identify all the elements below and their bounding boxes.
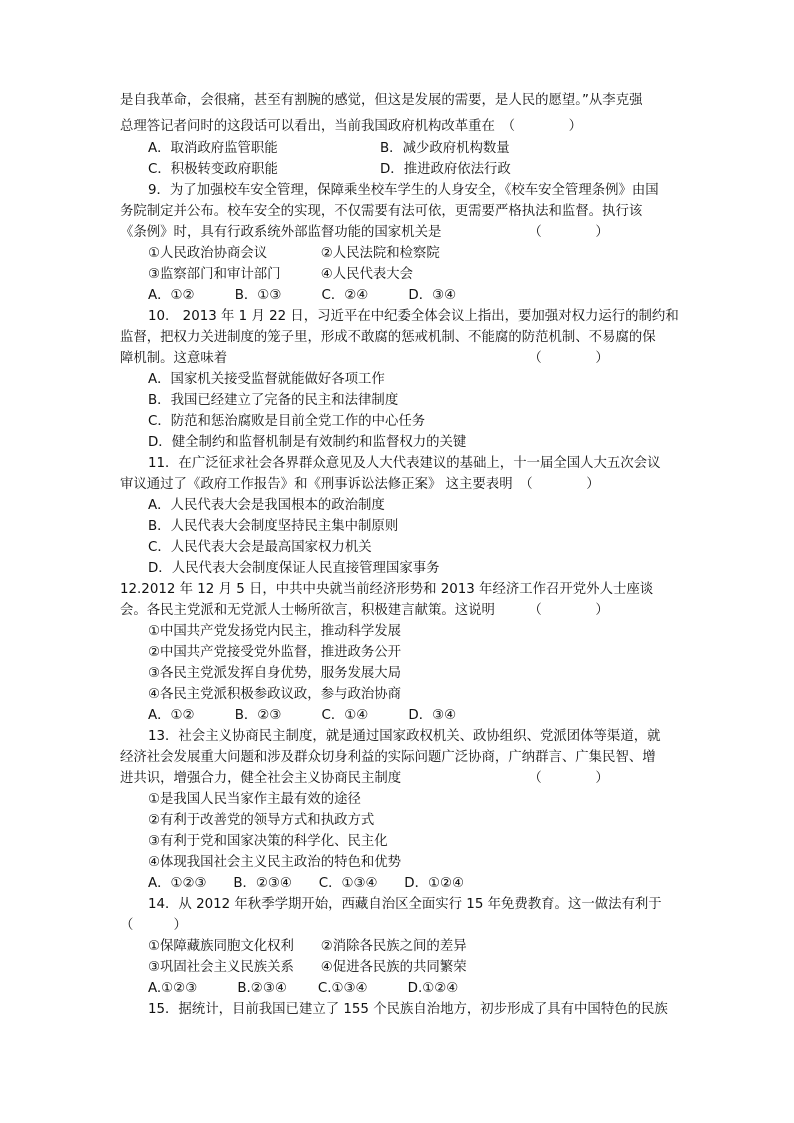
option-d: D．推进政府依法行政 [380, 162, 511, 177]
question-10: 10. 2013 年 1 月 22 日，习近平在中纪委全体会议上指出，要加强对权力运行的制约和 [148, 309, 679, 324]
option-c: C．人民代表大会是最高国家权力机关 [148, 540, 372, 555]
answer-options: A．①②③ B．②③④ C．①③④ D．①②④ [148, 876, 464, 891]
text-line: 会。各民主党派和无党派人士畅所欲言，积极建言献策。这说明 （ ） [120, 603, 609, 618]
text-line: 进共识，增强合力，健全社会主义协商民主制度 （ ） [120, 771, 609, 786]
choice-line: ③各民主党派发挥自身优势，服务发展大局 [148, 666, 402, 681]
option-c: C．积极转变政府职能 [148, 162, 278, 177]
option-d: D．健全制约和监督机制是有效制约和监督权力的关键 [148, 435, 467, 450]
text-line: 经济社会发展重大问题和涉及群众切身利益的实际问题广泛协商，广纳群言、广集民智、增 [120, 750, 656, 765]
choice-line: ③巩固社会主义民族关系 ④促进各民族的共同繁荣 [148, 960, 467, 975]
question-13: 13．社会主义协商民主制度，就是通过国家政权机关、政协组织、党派团体等渠道，就 [148, 729, 661, 744]
text-line: 监督，把权力关进制度的笼子里，形成不敢腐的惩戒机制、不能腐的防范机制、不易腐的保 [120, 330, 656, 345]
choice-line: ①人民政治协商会议 ②人民法院和检察院 [148, 246, 440, 261]
question-14: 14．从 2012 年秋季学期开始，西藏自治区全面实行 15 年免费教育。这一做法有利于 [148, 897, 662, 912]
text-line: 审议通过了《政府工作报告》和《刑事诉讼法修正案》 这主要表明 （ ） [120, 477, 600, 492]
question-15: 15．据统计，目前我国已建立了 155 个民族自治地方，初步形成了具有中国特色的民族 [148, 1002, 668, 1017]
option-a: A．人民代表大会是我国根本的政治制度 [148, 498, 385, 513]
answer-options: A．①② B．①③ C．②④ D．③④ [148, 288, 457, 303]
choice-line: ①中国共产党发扬党内民主，推动科学发展 [148, 624, 402, 639]
text-line: 务院制定并公布。校车安全的实现，不仅需要有法可依，更需要严格执法和监督。执行该 [120, 204, 643, 219]
question-9: 9．为了加强校车安全管理，保障乘坐校车学生的人身安全，《校车安全管理条例》由国 [148, 183, 659, 198]
option-b: B．我国已经建立了完备的民主和法律制度 [148, 393, 399, 408]
text-line: 是自我革命，会很痛，甚至有割腕的感觉，但这是发展的需要，是人民的愿望。”从李克强 [120, 93, 643, 108]
choice-line: ②有利于改善党的领导方式和执政方式 [148, 813, 375, 828]
option-b: B．人民代表大会制度坚持民主集中制原则 [148, 519, 399, 534]
answer-options: A.①②③ B.②③④ C.①③④ D.①②④ [148, 981, 459, 996]
answer-options: A．①② B．②③ C．①④ D．③④ [148, 708, 457, 723]
answer-bracket: （ ） [120, 918, 187, 933]
option-a: A．取消政府监管职能 [148, 141, 278, 156]
choice-line: ③有利于党和国家决策的科学化、民主化 [148, 834, 388, 849]
choice-line: ①保障藏族同胞文化权利 ②消除各民族之间的差异 [148, 939, 467, 954]
question-11: 11．在广泛征求社会各界群众意见及人大代表建议的基础上，十一届全国人大五次会议 [148, 456, 661, 471]
text-line: 障机制。这意味着 （ ） [120, 351, 609, 366]
text-line: 总理答记者问时的这段话可以看出，当前我国政府机构改革重在 （ ） [120, 119, 582, 134]
question-12: 12.2012 年 12 月 5 日，中共中央就当前经济形势和 2013 年经济工作召开党外人士座谈 [120, 582, 654, 597]
option-a: A．国家机关接受监督就能做好各项工作 [148, 372, 385, 387]
text-line: 《条例》时，具有行政系统外部监督功能的国家机关是 （ ） [120, 225, 609, 240]
choice-line: ①是我国人民当家作主最有效的途径 [148, 792, 361, 807]
option-c: C．防范和惩治腐败是目前全党工作的中心任务 [148, 414, 426, 429]
option-d: D．人民代表大会制度保证人民直接管理国家事务 [148, 561, 440, 576]
choice-line: ③监察部门和审计部门 ④人民代表大会 [148, 267, 414, 282]
choice-line: ②中国共产党接受党外监督，推进政务公开 [148, 645, 402, 660]
choice-line: ④体现我国社会主义民主政治的特色和优势 [148, 855, 402, 870]
option-b: B．减少政府机构数量 [380, 141, 510, 156]
choice-line: ④各民主党派积极参政议政，参与政治协商 [148, 687, 402, 702]
